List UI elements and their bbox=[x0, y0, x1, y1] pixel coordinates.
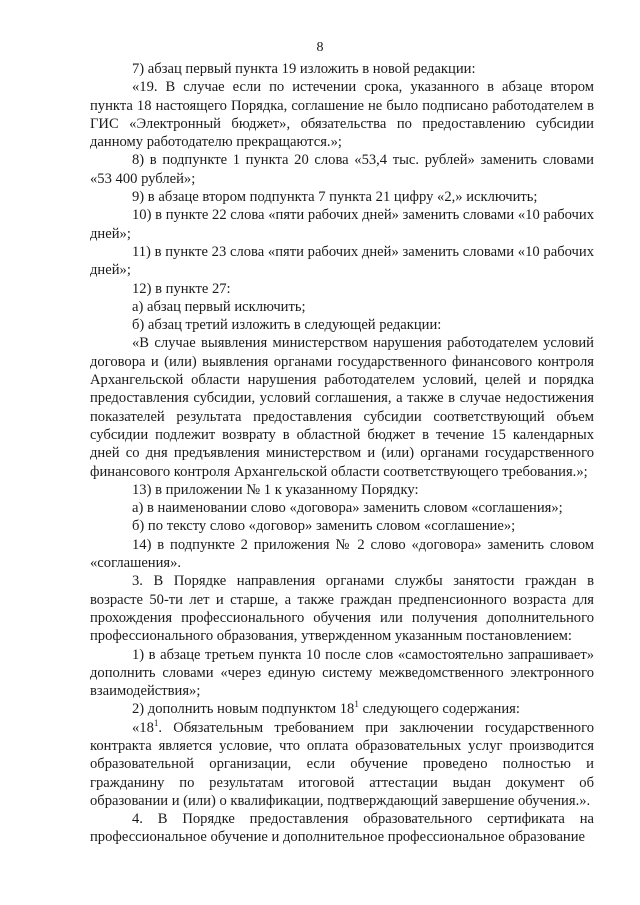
page-number: 8 bbox=[316, 40, 324, 55]
paragraph: б) по тексту слово «договор» заменить словом «соглашение»; bbox=[132, 518, 516, 535]
paragraph: а) абзац первый исключить; bbox=[132, 298, 306, 315]
paragraph-text: следующего содержания: bbox=[358, 701, 520, 718]
paragraph: 8) в подпункте 1 пункта 20 слова «53,4 тыс. рублей» заменить словами «53 400 рублей»; bbox=[90, 152, 594, 187]
paragraph-text: . Обязательным требованием при заключении государственного контракта является условие, что оплата образовательных услуг производится образовательной организации, если обучение проведено полностью и гражданину по результатам итоговой аттестации выдан документ об образовании и (или) о квалификации, подтверждающий завершение обучения.». bbox=[90, 719, 594, 809]
superscript: 1 bbox=[153, 717, 159, 728]
paragraph: б) абзац третий изложить в следующей редакции: bbox=[132, 317, 442, 334]
paragraph: 10) в пункте 22 слова «пяти рабочих дней» заменить словами «10 рабочих дней»; bbox=[90, 207, 594, 242]
document-body bbox=[90, 60, 594, 847]
paragraph: 1) в абзаце третьем пункта 10 после слов «самостоятельно запрашивает» дополнить словами «через единую систему межведомственного электронного взаимодействия»; bbox=[90, 646, 594, 700]
paragraph: 12) в пункте 27: bbox=[132, 280, 231, 297]
paragraph: а) в наименовании слово «договора» заменить словом «соглашения»; bbox=[132, 500, 563, 517]
paragraph-text: 2) дополнить новым подпунктом 18 bbox=[132, 701, 355, 718]
paragraph: 3. В Порядке направления органами службы занятости граждан в возрасте 50-ти лет и старше, а также граждан предпенсионного возраста для прохождения профессионального обучения или получения дополнительного профессионального образования, утвержденном указанным постановлением: bbox=[90, 573, 594, 645]
paragraph: «В случае выявления министерством нарушения работодателем условий договора и (или) выявления органами государственного финансового контроля Архангельской области нарушения работодателем условий, целей и порядка предоставления субсидии, условий соглашения, а также в случае недостижения показателей результата предоставления субсидии соответствующий объем субсидии подлежит возврату в областной бюджет в течение 15 календарных дней со дня предъявления министерством и (или) органами государственного финансового контроля Архангельской области соответствующего требования.»; bbox=[90, 335, 594, 480]
paragraph: 9) в абзаце втором подпункта 7 пункта 21 цифру «2,» исключить; bbox=[132, 189, 538, 206]
superscript: 1 bbox=[354, 699, 359, 710]
paragraph-text: «18 bbox=[132, 719, 154, 736]
paragraph: 14) в подпункте 2 приложения № 2 слово «договора» заменить словом «соглашения». bbox=[90, 536, 594, 572]
paragraph: 7) абзац первый пункта 19 изложить в новой редакции: bbox=[132, 61, 476, 77]
paragraph: 13) в приложении № 1 к указанному Порядку: bbox=[132, 481, 419, 498]
paragraph: «19. В случае если по истечении срока, указанного в абзаце втором пункта 18 настоящего Порядка, соглашение не было подписано работодателем в ГИС «Электронный бюджет», обязательства по предоставлению субсидии данному работодателю прекращаются.»; bbox=[90, 79, 594, 151]
paragraph: 11) в пункте 23 слова «пяти рабочих дней» заменить словами «10 рабочих дней»; bbox=[90, 243, 594, 279]
paragraph: 4. В Порядке предоставления образовательного сертификата на профессиональное обучение и дополнительное профессиональное образование bbox=[90, 811, 594, 846]
paragraph bbox=[90, 719, 594, 810]
paragraph bbox=[90, 700, 594, 718]
